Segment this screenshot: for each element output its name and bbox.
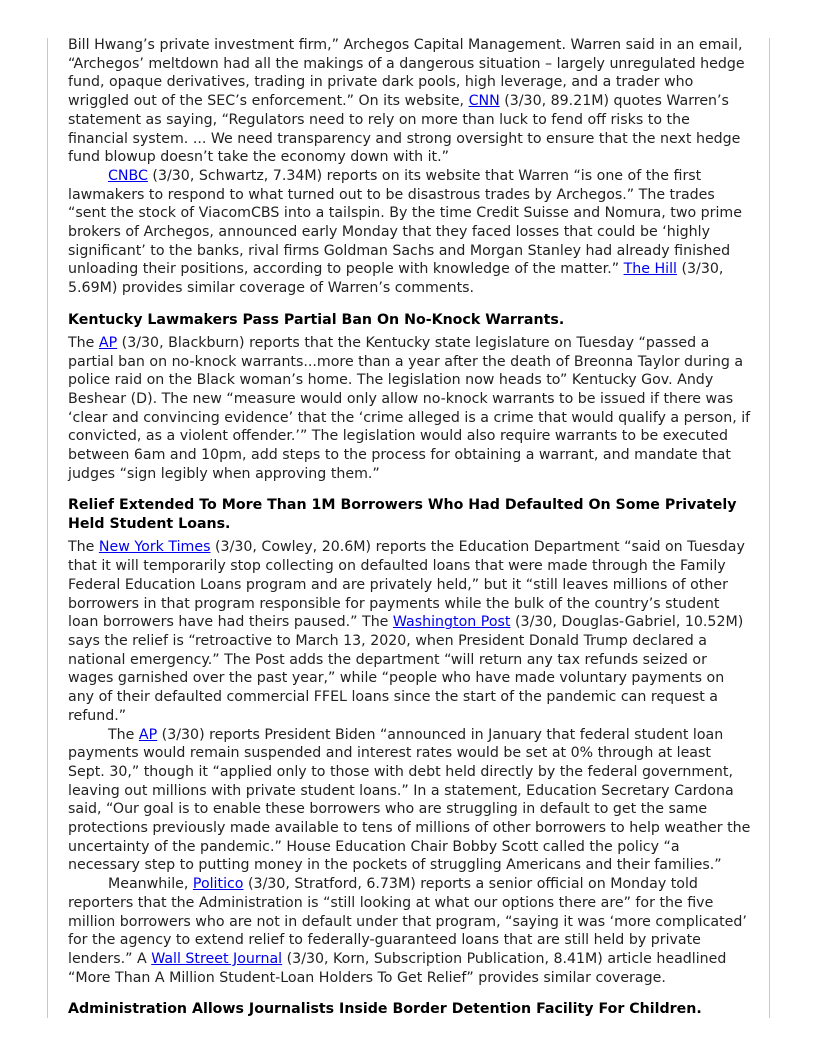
link-washington-post[interactable]: Washington Post (392, 614, 511, 631)
paragraph-archegos-warren: Bill Hwang’s private investment firm,” Archegos Capital Management. Warren said in an email, “Archegos’ meltdown had all the makings of a dangerous situation – largely unregulated hedge fund, opaque derivatives, trading in private dark pools, high leverage, and a trader who wriggled out of the SEC’s enforcement.” On its website, CNN (3/30, 89.21M) quotes Warren’s statement as saying, “Regulators need to rely on more than luck to fend off risks to the financial system. ... We need transparency and strong oversight to ensure that the next hedge fund blowup doesn’t take the economy down with it.” (68, 37, 745, 166)
paragraph-kentucky: The AP (3/30, Blackburn) reports that the Kentucky state legislature on Tuesday “passed a partial ban on no-knock warrants...more than a year after the death of Breonna Taylor during a police raid on the Black woman’s home. The legislation now heads to” Kentucky Gov. Andy Beshear (D). The new “measure would only allow no-knock warrants to be issued if there was ‘clear and convincing evidence’ that the ‘crime alleged is a crime that would qualify a person, if convicted, as a violent offender.’” The legislation would also require warrants to be executed between 6am and 10pm, add steps to the process for obtaining a warrant, and mandate that judges “sign legibly when approving them.” (68, 334, 751, 482)
link-wall-street-journal[interactable]: Wall Street Journal (151, 950, 283, 967)
link-the-hill[interactable]: The Hill (623, 261, 677, 278)
paragraph-ap-biden: The AP (3/30) reports President Biden “announced in January that federal student loan payments would remain suspended and interest rates would be set at 0% through at least Sept. 30,” though it “applied only to those with debt held directly by the federal government, leaving out millions with private student loans.” In a statement, Education Secretary Cardona said, “Our goal is to enable these borrowers who are struggling in default to get the same protections previously made available to tens of millions of other borrowers to help weather the uncertainty of the pandemic.” House Education Chair Bobby Scott called the policy “a necessary step to putting money in the pockets of struggling Americans and their families.” (68, 726, 751, 874)
link-cnn[interactable]: CNN (468, 93, 500, 110)
paragraph-cnbc: CNBC (3/30, Schwartz, 7.34M) reports on its website that Warren “is one of the first lawmakers to respond to what turned out to be disastrous trades by Archegos.” The trades “sent the stock of ViacomCBS into a tailspin. By the time Credit Suisse and Nomura, two prime brokers of Archegos, announced early Monday that they faced losses that could be ‘highly significant’ to the banks, rival firms Goldman Sachs and Morgan Stanley had already finished unloading their positions, according to people with knowledge of the matter.” The Hill (3/30, 5.69M) provides similar coverage of Warren’s comments. (68, 167, 742, 297)
link-ap-kentucky[interactable]: AP (98, 334, 118, 351)
paragraph-politico-wsj: Meanwhile, Politico (3/30, Stratford, 6.73M) reports a senior official on Monday told reporters that the Administration is “still looking at what our options there are” for the five million borrowers who are not in default under that program, “saying it was ‘more complicated’ for the agency to extend relief to federally-guaranteed loans that are still held by private lenders.” A Wall Street Journal (3/30, Korn, Subscription Publication, 8.41M) article headlined “More Than A Million Student-Loan Holders To Get Relief” provides similar coverage. (68, 876, 747, 986)
link-politico[interactable]: Politico (192, 876, 244, 893)
link-cnbc[interactable]: CNBC (108, 167, 148, 184)
document-body (68, 36, 752, 1023)
link-new-york-times[interactable]: New York Times (98, 539, 211, 556)
headline-student-loans: Relief Extended To More Than 1M Borrowers Who Had Defaulted On Some Privately Held Student Loans. (68, 497, 737, 533)
headline-kentucky-no-knock: Kentucky Lawmakers Pass Partial Ban On No-Knock Warrants. (68, 311, 565, 328)
headline-border-detention: Administration Allows Journalists Inside Border Detention Facility For Children. (68, 1001, 702, 1018)
link-ap-biden[interactable]: AP (138, 726, 158, 743)
paragraph-nyt-wapo: The New York Times (3/30, Cowley, 20.6M) reports the Education Department “said on Tuesday that it will temporarily stop collecting on defaulted loans that were made through the Family Federal Education Loans program and are privately held,” but it “still leaves millions of other borrowers in that program responsible for payments while the bulk of the country’s student loan borrowers have had theirs paused.” The Washington Post (3/30, Douglas-Gabriel, 10.52M) says the relief is “retroactive to March 13, 2020, when President Donald Trump declared a national emergency.” The Post adds the department “will return any tax refunds seized or wages garnished over the past year,” while “people who have made voluntary payments on any of their defaulted commercial FFEL loans since the start of the pandemic can request a refund.” (68, 539, 745, 724)
